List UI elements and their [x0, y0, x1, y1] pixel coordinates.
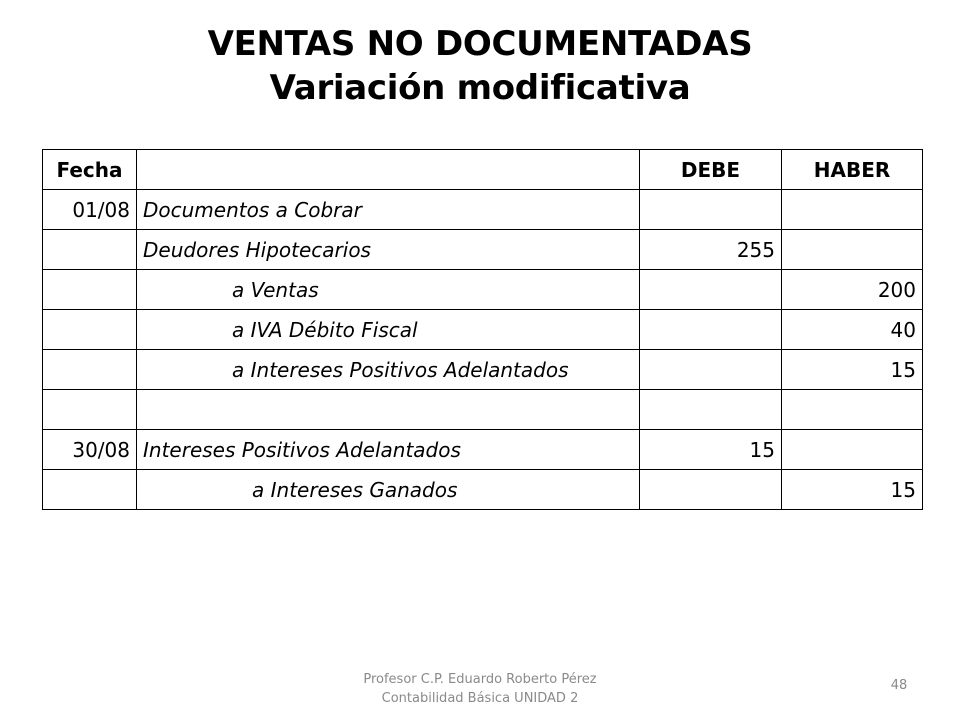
cell-haber: 200 — [782, 270, 923, 310]
table-row — [43, 350, 923, 390]
table-row — [43, 230, 923, 270]
cell-haber: 40 — [782, 310, 923, 350]
cell-haber — [782, 390, 923, 430]
table-row — [43, 270, 923, 310]
cell-descripcion: Deudores Hipotecarios — [137, 230, 640, 270]
table-row — [43, 310, 923, 350]
cell-haber — [782, 190, 923, 230]
cell-haber — [782, 230, 923, 270]
cell-fecha — [43, 270, 137, 310]
cell-haber: 15 — [782, 470, 923, 510]
cell-debe — [640, 190, 782, 230]
table-row — [43, 470, 923, 510]
cell-debe: 255 — [640, 230, 782, 270]
footer-author: Profesor C.P. Eduardo Roberto Pérez — [363, 672, 597, 687]
cell-debe: 15 — [640, 430, 782, 470]
cell-haber: 15 — [782, 350, 923, 390]
cell-descripcion: a IVA Débito Fiscal — [137, 310, 640, 350]
cell-descripcion — [137, 390, 640, 430]
cell-descripcion: a Intereses Positivos Adelantados — [137, 350, 640, 390]
slide-title — [0, 22, 960, 110]
journal-table — [42, 149, 923, 510]
footer-course: Contabilidad Básica UNIDAD 2 — [381, 691, 579, 706]
cell-debe — [640, 470, 782, 510]
cell-fecha — [43, 350, 137, 390]
cell-descripcion: a Ventas — [137, 270, 640, 310]
cell-debe — [640, 270, 782, 310]
cell-debe — [640, 310, 782, 350]
cell-descripcion: Documentos a Cobrar — [137, 190, 640, 230]
cell-descripcion: a Intereses Ganados — [137, 470, 640, 510]
cell-fecha — [43, 390, 137, 430]
page-subtitle: Variación modificativa — [269, 68, 691, 108]
slide-footer — [0, 670, 960, 708]
cell-debe — [640, 350, 782, 390]
header-descripcion — [137, 150, 640, 190]
header-haber: HABER — [782, 150, 923, 190]
page-title: VENTAS NO DOCUMENTADAS — [207, 24, 753, 64]
header-fecha: Fecha — [43, 150, 137, 190]
cell-haber — [782, 430, 923, 470]
table-header-row — [43, 150, 923, 190]
cell-descripcion: Intereses Positivos Adelantados — [137, 430, 640, 470]
table-row — [43, 190, 923, 230]
slide-number: 48 — [890, 678, 908, 693]
header-debe: DEBE — [640, 150, 782, 190]
table-row — [43, 390, 923, 430]
cell-fecha — [43, 470, 137, 510]
cell-fecha: 01/08 — [43, 190, 137, 230]
cell-fecha — [43, 230, 137, 270]
cell-debe — [640, 390, 782, 430]
cell-fecha: 30/08 — [43, 430, 137, 470]
table-row — [43, 430, 923, 470]
cell-fecha — [43, 310, 137, 350]
